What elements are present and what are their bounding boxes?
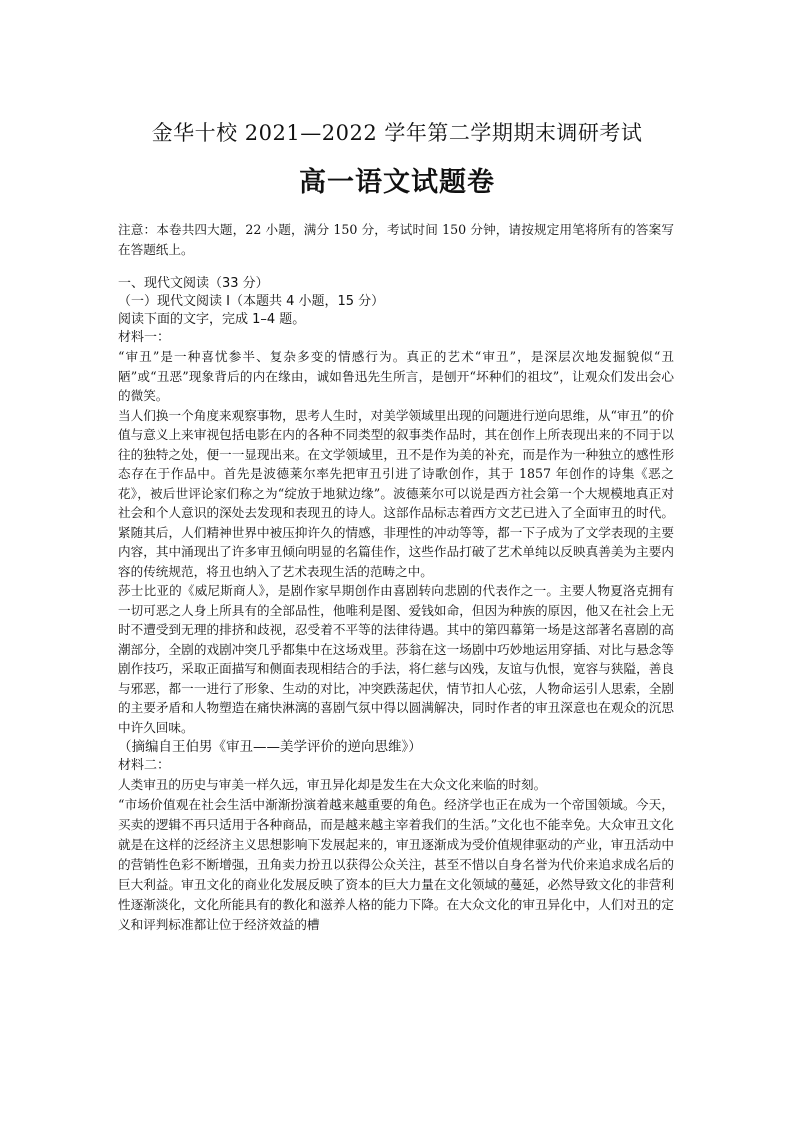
reading-instruction: 阅读下面的文字，完成 1–4 题。 [118, 312, 306, 327]
paper-body [118, 220, 674, 935]
exam-title: 金华十校 2021—2022 学年第二学期期末调研考试 [151, 121, 643, 145]
material-two-paragraph: “市场价值观在社会生活中渐渐扮演着越来越重要的角色。经济学也正在成为一个帝国领域。今天，买卖的逻辑不再只适用于各种商品，而是越来越主宰着我们的生活。”文化也不能幸免。大众审丑文化就是在这样的泛经济主义思想影响下发展起来的，审丑逐渐成为受价值规律驱动的产业，审丑活动中的营销性色彩不断增强，丑角卖力扮丑以获得公众关注，甚至不惜以自身名誉为代价来追求成名后的巨大利益。审丑文化的商业化发展反映了资本的巨大力量在文化领域的蔓延，必然导致文化的非营利性逐渐淡化，文化所能具有的教化和滋养人格的能力下降。在大众文化的审丑异化中，人们对丑的定义和评判标准都让位于经济效益的槽 [118, 797, 674, 932]
material-one-paragraph: 莎士比亚的《威尼斯商人》，是剧作家早期创作由喜剧转向悲剧的代表作之一。主要人物夏洛克拥有一切可恶之人身上所具有的全部品性，他唯利是图、爱钱如命，但因为种族的原因，他又在社会上无时不遭受到无理的排挤和歧视，忍受着不平等的法律待遇。其中的第四幕第一场是这部著名喜剧的高潮部分，全剧的戏剧冲突几乎都集中在这场戏里。莎翁在这一场剧中巧妙地运用穿插、对比与悬念等剧作技巧，采取正面描写和侧面表现相结合的手法，将仁慈与凶残，友谊与仇恨，宽容与狭隘，善良与邪恶，都一一进行了形象、生动的对比，冲突跌荡起伏，情节扣人心弦，人物命运引人思索，全剧的主要矛盾和人物塑造在痛快淋漓的喜剧气氛中得以圆满解决，同时作者的审丑深意也在观众的沉思中许久回味。 [118, 583, 674, 735]
subsection-heading: （一）现代文阅读 I（本题共 4 小题，15 分） [118, 294, 385, 309]
material-two-paragraph: 人类审丑的历史与审美一样久远，审丑异化却是发生在大众文化来临的时刻。 [118, 777, 547, 792]
material-one-label: 材料一： [118, 330, 171, 345]
paper-title: 高一语文试题卷 [299, 167, 495, 198]
material-one-paragraph: “审丑”是一种喜忧参半、复杂多变的情感行为。真正的艺术“审丑”，是深层次地发掘貌似“丑陋”或“丑恶”现象背后的内在缘由，诚如鲁迅先生所言，是刨开“坏种们的祖坟”，让观众们发出会心的微笑。 [118, 349, 674, 403]
material-one-source: （摘编自王伯男《审丑——美学评价的逆向思维》） [118, 739, 422, 755]
material-one-paragraph: 当人们换一个角度来观察事物，思考人生时，对美学领域里出现的问题进行逆向思维，从“审丑”的价值与意义上来审视包括电影在内的各种不同类型的叙事类作品时，其在创作上所表现出来的不同于以往的独特之处，便一一显现出来。在文学领域里，丑不是作为美的补充，而是作为一种独立的感性形态存在于作品中。首先是波德莱尔率先把审丑引进了诗歌创作，其于 1857 年创作的诗集《恶之花》，被后世评论家们称之为“绽放于地狱边缘”。波德莱尔可以说是西方社会第一个大规模地真正对社会和个人意识的深处去发现和表现丑的诗人。这部作品标志着西方文艺已进入了全面审丑的时代。紧随其后，人们精神世界中被压抑许久的情感，非理性的冲动等等，都一下子成为了文学表现的主要内容，其中涌现出了许多审丑倾向明显的名篇佳作，这些作品打破了艺术单纯以反映真善美为主要内容的传统规范，将丑也纳入了艺术表现生活的范畴之中。 [118, 407, 674, 579]
exam-notice: 注意：本卷共四大题，22 小题，满分 150 分，考试时间 150 分钟，请按规定用笔将所有的答案写在答题纸上。 [118, 222, 674, 257]
section-heading: 一、现代文阅读（33 分） [118, 276, 269, 291]
material-two-label: 材料二： [118, 758, 171, 773]
